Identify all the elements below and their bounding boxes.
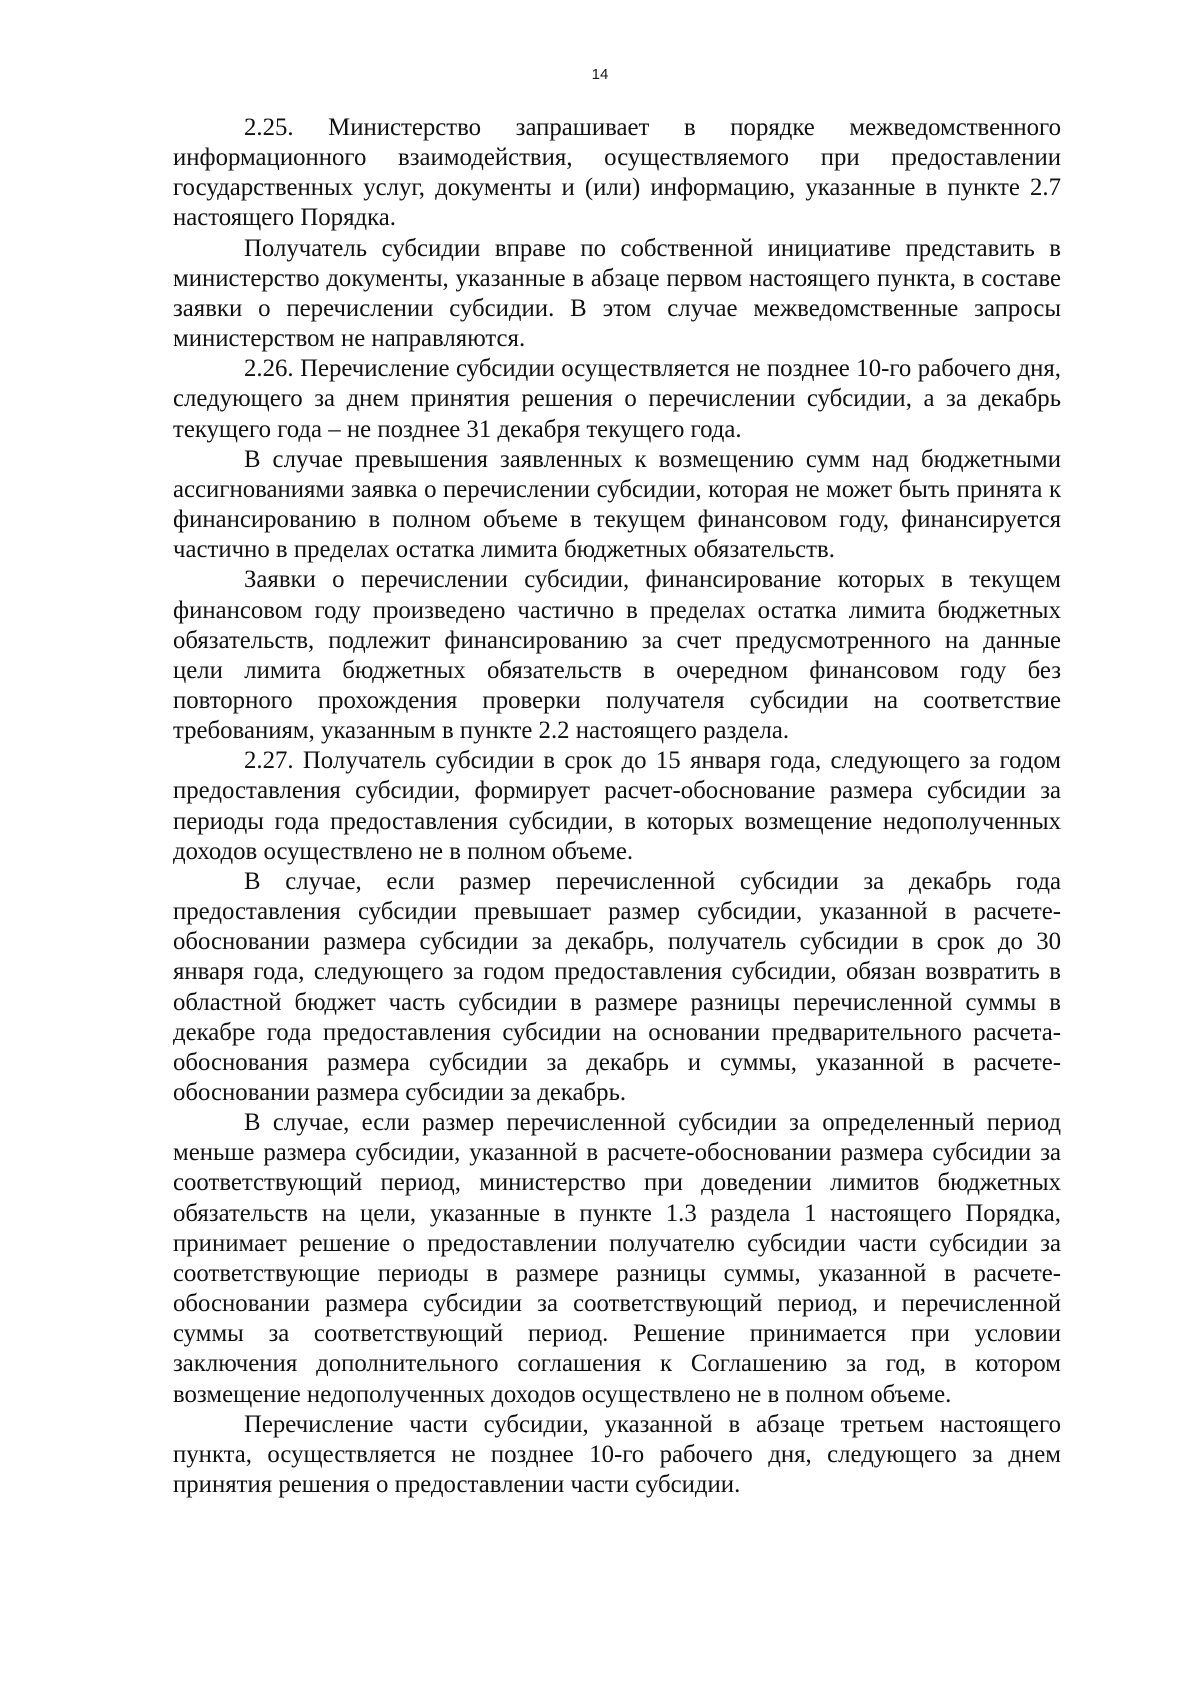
paragraph-2-25: 2.25. Министерство запрашивает в порядке межведомственного информационного взаимодействия, осуществляемого при предоставлении государственных услуг, документы и (или) информацию, указанные в пункте 2.7 настоящего Порядка.: [173, 114, 1061, 232]
paragraph-2-27-transfer-deadline: Перечисление части субсидии, указанной в абзаце третьем настоящего пункта, осуществляется не позднее 10-го рабочего дня, следующего за днем принятия решения о предоставлении части субсидии.: [173, 1410, 1061, 1499]
paragraph-2-27: 2.27. Получатель субсидии в срок до 15 января года, следующего за годом предоставления субсидии, формирует расчет-обоснование размера субсидии за периоды года предоставления субсидии, в которых возмещение недополученных доходов осуществлено не в полном объеме.: [173, 747, 1061, 865]
document-body: [173, 113, 1061, 1500]
page-number: 14: [591, 66, 609, 83]
paragraph-2-26: 2.26. Перечисление субсидии осуществляется не позднее 10-го рабочего дня, следующего за днем принятия решения о перечислении субсидии, а за декабрь текущего года – не позднее 31 декабря текущего года.: [173, 355, 1061, 443]
paragraph-2-25-recipient-right: Получатель субсидии вправе по собственной инициативе представить в министерство документы, указанные в абзаце первом настоящего пункта, в составе заявки о перечислении субсидии. В этом случае межведомственные запросы министерством не направляются.: [173, 234, 1061, 353]
paragraph-2-26-partial-financing: Заявки о перечислении субсидии, финансирование которых в текущем финансовом году произведено частично в пределах остатка лимита бюджетных обязательств, подлежит финансированию за счет предусмотренного на данные цели лимита бюджетных обязательств в очередном финансовом году без повторного прохождения проверки получателя субсидии на соответствие требованиям, указанным в пункте 2.2 настоящего раздела.: [173, 566, 1061, 745]
paragraph-2-27-shortfall: В случае, если размер перечисленной субсидии за определенный период меньше размера субсидии, указанной в расчете-обосновании размера субсидии за соответствующий период, министерство при доведении лимитов бюджетных обязательств на цели, указанные в пункте 1.3 раздела 1 настоящего Порядка, принимает решение о предоставлении получателю субсидии части субсидии за соответствующие периоды в размере разницы суммы, указанной в расчете-обосновании размера субсидии за соответствующий период, и перечисленной суммы за соответствующий период. Решение принимается при условии заключения дополнительного соглашения к Соглашению за год, в котором возмещение недополученных доходов осуществлено не в полном объеме.: [173, 1109, 1061, 1408]
paragraph-2-27-refund: В случае, если размер перечисленной субсидии за декабрь года предоставления субсидии превышает размер субсидии, указанной в расчете-обосновании размера субсидии за декабрь, получатель субсидии в срок до 30 января года, следующего за годом предоставления субсидии, обязан возвратить в областной бюджет часть субсидии в размере разницы перечисленной суммы в декабре года предоставления субсидии на основании предварительного расчета-обоснования размера субсидии за декабрь и суммы, указанной в расчете-обосновании размера субсидии за декабрь.: [173, 867, 1061, 1106]
paragraph-2-26-excess-claims: В случае превышения заявленных к возмещению сумм над бюджетными ассигнованиями заявка о перечислении субсидии, которая не может быть принята к финансированию в полном объеме в текущем финансовом году, финансируется частично в пределах остатка лимита бюджетных обязательств.: [173, 445, 1061, 564]
